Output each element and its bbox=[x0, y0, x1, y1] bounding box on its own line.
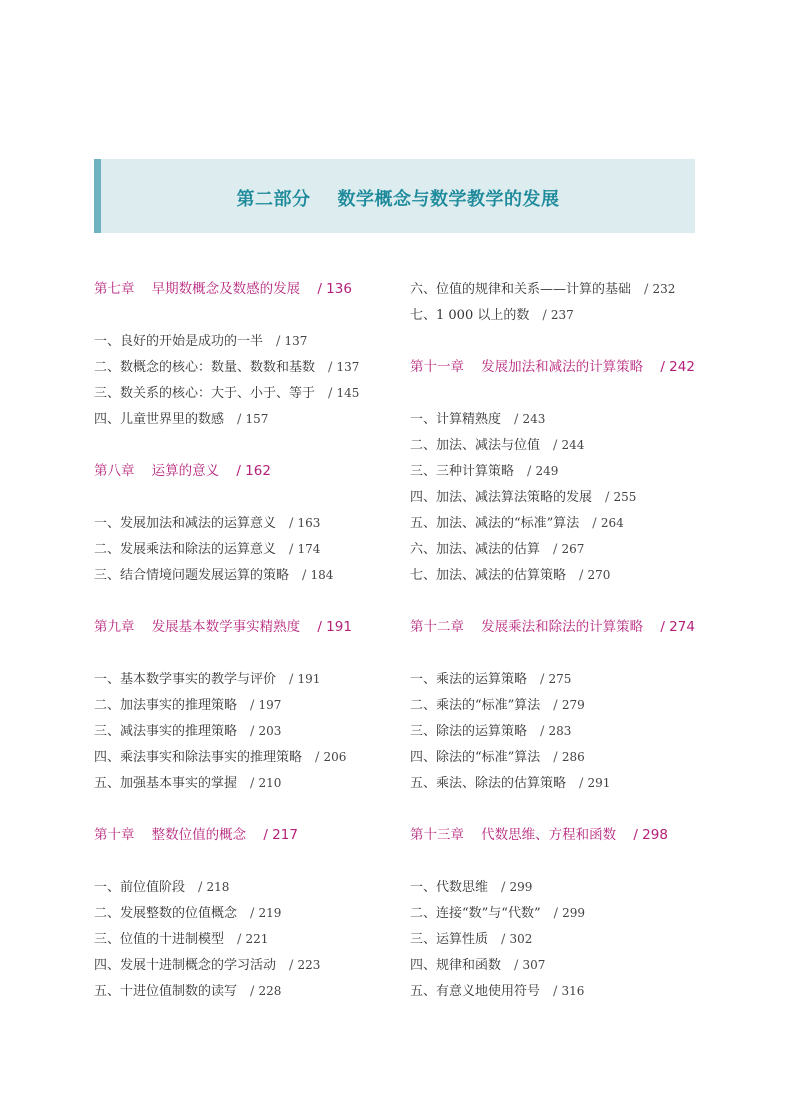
toc-entry-title: 一、计算精熟度 bbox=[410, 412, 502, 427]
toc-entry[interactable]: 一、良好的开始是成功的一半 / 137 bbox=[94, 334, 308, 349]
toc-entry-page: 197 bbox=[258, 698, 282, 712]
toc-entry[interactable]: 五、乘法、除法的估算策略 / 291 bbox=[410, 776, 611, 791]
toc-entry-page: 249 bbox=[535, 464, 559, 478]
chapter-11-heading[interactable]: 第十一章 发展加法和减法的计算策略 / 242 bbox=[410, 359, 695, 375]
toc-entry-page: 219 bbox=[258, 906, 282, 920]
toc-entry-title: 一、代数思维 bbox=[410, 880, 489, 895]
toc-entry-page: 184 bbox=[310, 568, 334, 582]
toc-entry[interactable]: 三、除法的运算策略 / 283 bbox=[410, 724, 572, 739]
toc-entry-title: 二、发展乘法和除法的运算意义 bbox=[94, 542, 277, 557]
toc-entry-page: 275 bbox=[548, 672, 572, 686]
toc-entry[interactable]: 四、儿童世界里的数感 / 157 bbox=[94, 412, 269, 427]
toc-entry-title: 三、除法的运算策略 bbox=[410, 724, 528, 739]
toc-entry-title: 七、加法、减法的估算策略 bbox=[410, 568, 567, 583]
toc-entry[interactable]: 五、有意义地使用符号 / 316 bbox=[410, 984, 585, 999]
toc-entry[interactable]: 二、连接“数”与“代数” / 299 bbox=[410, 906, 586, 921]
toc-entry-page: 237 bbox=[550, 308, 574, 322]
toc-entry-page: 316 bbox=[561, 984, 585, 998]
toc-entry-title: 二、加法、减法与位值 bbox=[410, 438, 541, 453]
chapter-8-heading[interactable]: 第八章 运算的意义 / 162 bbox=[94, 463, 271, 479]
toc-entry-page: 267 bbox=[561, 542, 585, 556]
toc-entry[interactable]: 四、发展十进制概念的学习活动 / 223 bbox=[94, 958, 321, 973]
toc-entry[interactable]: 四、加法、减法算法策略的发展 / 255 bbox=[410, 490, 637, 505]
toc-entry-page: 299 bbox=[509, 880, 533, 894]
toc-entry-title: 二、乘法的“标准”算法 bbox=[410, 698, 541, 713]
toc-entry-page: 264 bbox=[600, 516, 624, 530]
toc-entry-title: 四、加法、减法算法策略的发展 bbox=[410, 490, 593, 505]
toc-entry-title: 一、良好的开始是成功的一半 bbox=[94, 334, 264, 349]
toc-entry-title: 一、基本数学事实的教学与评价 bbox=[94, 672, 277, 687]
toc-entry-page: 223 bbox=[297, 958, 321, 972]
toc-entry-title: 三、减法事实的推理策略 bbox=[94, 724, 238, 739]
chapter-12-heading[interactable]: 第十二章 发展乘法和除法的计算策略 / 274 bbox=[410, 619, 695, 635]
toc-entry[interactable]: 五、加强基本事实的掌握 / 210 bbox=[94, 776, 282, 791]
toc-entry[interactable]: 三、运算性质 / 302 bbox=[410, 932, 533, 947]
toc-entry-title: 四、发展十进制概念的学习活动 bbox=[94, 958, 277, 973]
toc-entry-page: 137 bbox=[336, 360, 360, 374]
toc-entry-title: 二、加法事实的推理策略 bbox=[94, 698, 238, 713]
toc-entry[interactable]: 三、位值的十进制模型 / 221 bbox=[94, 932, 269, 947]
toc-entry-title: 四、规律和函数 bbox=[410, 958, 502, 973]
toc-entry-page: 307 bbox=[522, 958, 546, 972]
toc-entry[interactable]: 三、减法事实的推理策略 / 203 bbox=[94, 724, 282, 739]
toc-entry-page: 283 bbox=[548, 724, 572, 738]
toc-entry[interactable]: 五、十进位值制数的读写 / 228 bbox=[94, 984, 282, 999]
toc-entry-page: 302 bbox=[509, 932, 533, 946]
toc-entry[interactable]: 四、乘法事实和除法事实的推理策略 / 206 bbox=[94, 750, 347, 765]
toc-entry-page: 299 bbox=[562, 906, 586, 920]
toc-entry-title: 四、儿童世界里的数感 bbox=[94, 412, 225, 427]
toc-entry[interactable]: 二、加法、减法与位值 / 244 bbox=[410, 438, 585, 453]
toc-entry-page: 145 bbox=[336, 386, 360, 400]
toc-entry-page: 137 bbox=[284, 334, 308, 348]
chapter-13-heading[interactable]: 第十三章 代数思维、方程和函数 / 298 bbox=[410, 827, 668, 843]
toc-entry-title: 四、除法的“标准”算法 bbox=[410, 750, 541, 765]
toc-entry[interactable]: 三、三种计算策略 / 249 bbox=[410, 464, 559, 479]
toc-entry[interactable]: 一、代数思维 / 299 bbox=[410, 880, 533, 895]
chapter-7-heading[interactable]: 第七章 早期数概念及数感的发展 / 136 bbox=[94, 281, 352, 297]
toc-entry[interactable]: 七、1 000 以上的数 / 237 bbox=[410, 308, 574, 323]
toc-entry-page: 228 bbox=[258, 984, 282, 998]
toc-entry-title: 四、乘法事实和除法事实的推理策略 bbox=[94, 750, 303, 765]
chapter-9-heading[interactable]: 第九章 发展基本数学事实精熟度 / 191 bbox=[94, 619, 352, 635]
toc-entry-title: 五、乘法、除法的估算策略 bbox=[410, 776, 567, 791]
toc-entry[interactable]: 六、加法、减法的估算 / 267 bbox=[410, 542, 585, 557]
toc-entry[interactable]: 二、乘法的“标准”算法 / 279 bbox=[410, 698, 585, 713]
toc-entry-title: 一、乘法的运算策略 bbox=[410, 672, 528, 687]
toc-entry[interactable]: 二、加法事实的推理策略 / 197 bbox=[94, 698, 282, 713]
toc-entry[interactable]: 二、发展整数的位值概念 / 219 bbox=[94, 906, 282, 921]
toc-entry[interactable]: 一、乘法的运算策略 / 275 bbox=[410, 672, 572, 687]
toc-entry-title: 三、三种计算策略 bbox=[410, 464, 515, 479]
part-title: 第二部分 数学概念与数学教学的发展 bbox=[236, 189, 560, 210]
toc-entry-page: 221 bbox=[245, 932, 269, 946]
toc-entry-page: 244 bbox=[561, 438, 585, 452]
toc-entry[interactable]: 七、加法、减法的估算策略 / 270 bbox=[410, 568, 611, 583]
toc-entry-page: 291 bbox=[587, 776, 611, 790]
toc-entry-title: 二、数概念的核心：数量、数数和基数 bbox=[94, 360, 316, 375]
toc-entry-page: 243 bbox=[522, 412, 546, 426]
toc-entry[interactable]: 三、结合情境问题发展运算的策略 / 184 bbox=[94, 568, 334, 583]
toc-entry-title: 六、加法、减法的估算 bbox=[410, 542, 541, 557]
toc-entry-page: 206 bbox=[323, 750, 347, 764]
toc-entry-title: 五、加法、减法的“标准”算法 bbox=[410, 516, 580, 531]
toc-entry-page: 203 bbox=[258, 724, 282, 738]
toc-entry[interactable]: 二、数概念的核心：数量、数数和基数 / 137 bbox=[94, 360, 360, 375]
toc-entry[interactable]: 六、位值的规律和关系——计算的基础 / 232 bbox=[410, 282, 676, 297]
toc-entry[interactable]: 一、发展加法和减法的运算意义 / 163 bbox=[94, 516, 321, 531]
toc-entry-title: 三、运算性质 bbox=[410, 932, 489, 947]
toc-entry[interactable]: 一、前位值阶段 / 218 bbox=[94, 880, 230, 895]
toc-entry-title: 六、位值的规律和关系——计算的基础 bbox=[410, 282, 632, 297]
part-banner bbox=[94, 159, 695, 233]
toc-entry-page: 232 bbox=[652, 282, 676, 296]
toc-entry-title: 二、发展整数的位值概念 bbox=[94, 906, 238, 921]
toc-entry-page: 218 bbox=[206, 880, 230, 894]
toc-entry-page: 174 bbox=[297, 542, 321, 556]
toc-entry-title: 五、十进位值制数的读写 bbox=[94, 984, 238, 999]
toc-entry-page: 279 bbox=[561, 698, 585, 712]
toc-entry[interactable]: 一、基本数学事实的教学与评价 / 191 bbox=[94, 672, 321, 687]
chapter-10-heading[interactable]: 第十章 整数位值的概念 / 217 bbox=[94, 827, 298, 843]
toc-entry-title: 七、1 000 以上的数 bbox=[410, 308, 530, 323]
toc-entry[interactable]: 三、数关系的核心：大于、小于、等于 / 145 bbox=[94, 386, 360, 401]
toc-entry-page: 163 bbox=[297, 516, 321, 530]
toc-entry[interactable]: 四、规律和函数 / 307 bbox=[410, 958, 546, 973]
toc-entry-title: 三、位值的十进制模型 bbox=[94, 932, 225, 947]
toc-entry-page: 210 bbox=[258, 776, 282, 790]
toc-entry[interactable]: 二、发展乘法和除法的运算意义 / 174 bbox=[94, 542, 321, 557]
toc-entry-page: 191 bbox=[297, 672, 321, 686]
toc-entry-title: 一、发展加法和减法的运算意义 bbox=[94, 516, 277, 531]
toc-entry[interactable]: 四、除法的“标准”算法 / 286 bbox=[410, 750, 585, 765]
toc-entry-page: 255 bbox=[613, 490, 637, 504]
toc-entry-title: 三、数关系的核心：大于、小于、等于 bbox=[94, 386, 316, 401]
toc-entry[interactable]: 五、加法、减法的“标准”算法 / 264 bbox=[410, 516, 624, 531]
toc-entry-title: 三、结合情境问题发展运算的策略 bbox=[94, 568, 290, 583]
toc-entry-page: 286 bbox=[561, 750, 585, 764]
toc-entry-page: 270 bbox=[587, 568, 611, 582]
toc-entry-title: 二、连接“数”与“代数” bbox=[410, 906, 541, 921]
toc-entry-title: 一、前位值阶段 bbox=[94, 880, 186, 895]
toc-entry-title: 五、加强基本事实的掌握 bbox=[94, 776, 238, 791]
toc-entry-title: 五、有意义地使用符号 bbox=[410, 984, 541, 999]
toc-entry[interactable]: 一、计算精熟度 / 243 bbox=[410, 412, 546, 427]
toc-entry-page: 157 bbox=[245, 412, 269, 426]
